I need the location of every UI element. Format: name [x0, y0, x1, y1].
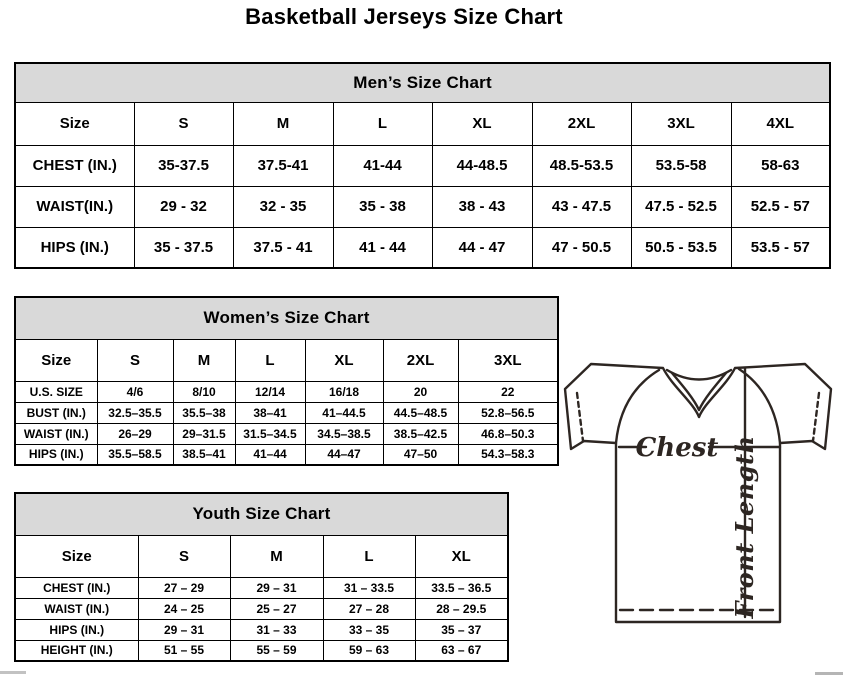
size-value-cell: 34.5–38.5: [305, 423, 383, 444]
column-header: S: [138, 535, 230, 577]
table-title: Women’s Size Chart: [15, 297, 558, 339]
size-value-cell: 53.5-58: [631, 145, 731, 186]
size-value-cell: 38–41: [235, 402, 305, 423]
size-value-cell: 29–31.5: [173, 423, 235, 444]
size-value-cell: 52.8–56.5: [458, 402, 558, 423]
column-header: L: [333, 102, 432, 145]
size-value-cell: 35.5–38: [173, 402, 235, 423]
size-value-cell: 29 – 31: [138, 619, 230, 640]
size-value-cell: 8/10: [173, 381, 235, 402]
size-value-cell: 22: [458, 381, 558, 402]
chest-label: Chest: [635, 433, 719, 463]
column-header: 3XL: [631, 102, 731, 145]
row-label: HIPS (IN.): [15, 444, 97, 465]
size-value-cell: 41 - 44: [333, 227, 432, 268]
size-value-cell: 35.5–58.5: [97, 444, 173, 465]
size-value-cell: 35 - 37.5: [134, 227, 233, 268]
size-value-cell: 32.5–35.5: [97, 402, 173, 423]
size-value-cell: 55 – 59: [230, 640, 323, 661]
column-header: M: [233, 102, 333, 145]
column-header: XL: [432, 102, 532, 145]
column-header: XL: [415, 535, 508, 577]
table-row: [15, 381, 558, 402]
size-value-cell: 16/18: [305, 381, 383, 402]
table-row: [15, 227, 830, 268]
size-value-cell: 38.5–42.5: [383, 423, 458, 444]
size-value-cell: 12/14: [235, 381, 305, 402]
size-value-cell: 31 – 33: [230, 619, 323, 640]
size-value-cell: 20: [383, 381, 458, 402]
size-value-cell: 53.5 - 57: [731, 227, 830, 268]
size-value-cell: 51 – 55: [138, 640, 230, 661]
column-header: S: [134, 102, 233, 145]
womens-size-chart-table: [14, 296, 559, 466]
size-value-cell: 33 – 35: [323, 619, 415, 640]
row-label: CHEST (IN.): [15, 145, 134, 186]
size-value-cell: 59 – 63: [323, 640, 415, 661]
table-row: [15, 402, 558, 423]
size-value-cell: 44 - 47: [432, 227, 532, 268]
jersey-outline: [565, 364, 831, 622]
column-header: 2XL: [532, 102, 631, 145]
table-row: [15, 145, 830, 186]
size-value-cell: 41–44.5: [305, 402, 383, 423]
size-value-cell: 35-37.5: [134, 145, 233, 186]
size-value-cell: 47.5 - 52.5: [631, 186, 731, 227]
column-header: L: [323, 535, 415, 577]
column-header: S: [97, 339, 173, 381]
column-header: M: [173, 339, 235, 381]
scrollbar-fragment-left: [0, 671, 26, 674]
size-value-cell: 54.3–58.3: [458, 444, 558, 465]
column-header: 4XL: [731, 102, 830, 145]
size-value-cell: 63 – 67: [415, 640, 508, 661]
size-value-cell: 26–29: [97, 423, 173, 444]
column-header: Size: [15, 102, 134, 145]
left-cuff-stitch-line: [577, 393, 583, 441]
table-row: [15, 444, 558, 465]
column-header: XL: [305, 339, 383, 381]
size-value-cell: 47–50: [383, 444, 458, 465]
column-header: Size: [15, 339, 97, 381]
column-header: M: [230, 535, 323, 577]
row-label: WAIST (IN.): [15, 598, 138, 619]
table-row: [15, 423, 558, 444]
size-value-cell: 31.5–34.5: [235, 423, 305, 444]
row-label: HIPS (IN.): [15, 619, 138, 640]
size-value-cell: 41–44: [235, 444, 305, 465]
size-value-cell: 29 – 31: [230, 577, 323, 598]
table-row: [15, 186, 830, 227]
column-header: 3XL: [458, 339, 558, 381]
size-value-cell: 24 – 25: [138, 598, 230, 619]
column-header: Size: [15, 535, 138, 577]
front-length-label: Front Length: [730, 435, 759, 619]
size-value-cell: 33.5 – 36.5: [415, 577, 508, 598]
size-value-cell: 29 - 32: [134, 186, 233, 227]
row-label: HEIGHT (IN.): [15, 640, 138, 661]
size-value-cell: 37.5-41: [233, 145, 333, 186]
table-title: Youth Size Chart: [15, 493, 508, 535]
table-row: [15, 619, 508, 640]
row-label: U.S. SIZE: [15, 381, 97, 402]
row-label: WAIST(IN.): [15, 186, 134, 227]
size-value-cell: 38 - 43: [432, 186, 532, 227]
size-value-cell: 46.8–50.3: [458, 423, 558, 444]
table-row: [15, 598, 508, 619]
mens-size-chart-table: [14, 62, 831, 269]
size-value-cell: 37.5 - 41: [233, 227, 333, 268]
size-value-cell: 50.5 - 53.5: [631, 227, 731, 268]
table-title: Men’s Size Chart: [15, 63, 830, 102]
size-value-cell: 35 – 37: [415, 619, 508, 640]
size-value-cell: 4/6: [97, 381, 173, 402]
size-value-cell: 38.5–41: [173, 444, 235, 465]
size-value-cell: 44–47: [305, 444, 383, 465]
size-value-cell: 32 - 35: [233, 186, 333, 227]
size-value-cell: 31 – 33.5: [323, 577, 415, 598]
size-value-cell: 25 – 27: [230, 598, 323, 619]
size-value-cell: 47 - 50.5: [532, 227, 631, 268]
jersey-measurement-diagram: [555, 355, 843, 645]
size-value-cell: 58-63: [731, 145, 830, 186]
size-value-cell: 35 - 38: [333, 186, 432, 227]
size-value-cell: 27 – 28: [323, 598, 415, 619]
size-value-cell: 41-44: [333, 145, 432, 186]
right-cuff-stitch-line: [813, 393, 819, 441]
column-header: 2XL: [383, 339, 458, 381]
youth-size-chart-table: [14, 492, 509, 662]
size-value-cell: 44-48.5: [432, 145, 532, 186]
size-value-cell: 48.5-53.5: [532, 145, 631, 186]
row-label: BUST (IN.): [15, 402, 97, 423]
size-value-cell: 52.5 - 57: [731, 186, 830, 227]
row-label: HIPS (IN.): [15, 227, 134, 268]
page-title: Basketball Jerseys Size Chart: [245, 4, 563, 29]
column-header: L: [235, 339, 305, 381]
scrollbar-fragment-right: [815, 672, 843, 675]
size-value-cell: 27 – 29: [138, 577, 230, 598]
table-row: [15, 577, 508, 598]
row-label: WAIST (IN.): [15, 423, 97, 444]
table-row: [15, 640, 508, 661]
size-value-cell: 44.5–48.5: [383, 402, 458, 423]
row-label: CHEST (IN.): [15, 577, 138, 598]
size-value-cell: 43 - 47.5: [532, 186, 631, 227]
size-value-cell: 28 – 29.5: [415, 598, 508, 619]
